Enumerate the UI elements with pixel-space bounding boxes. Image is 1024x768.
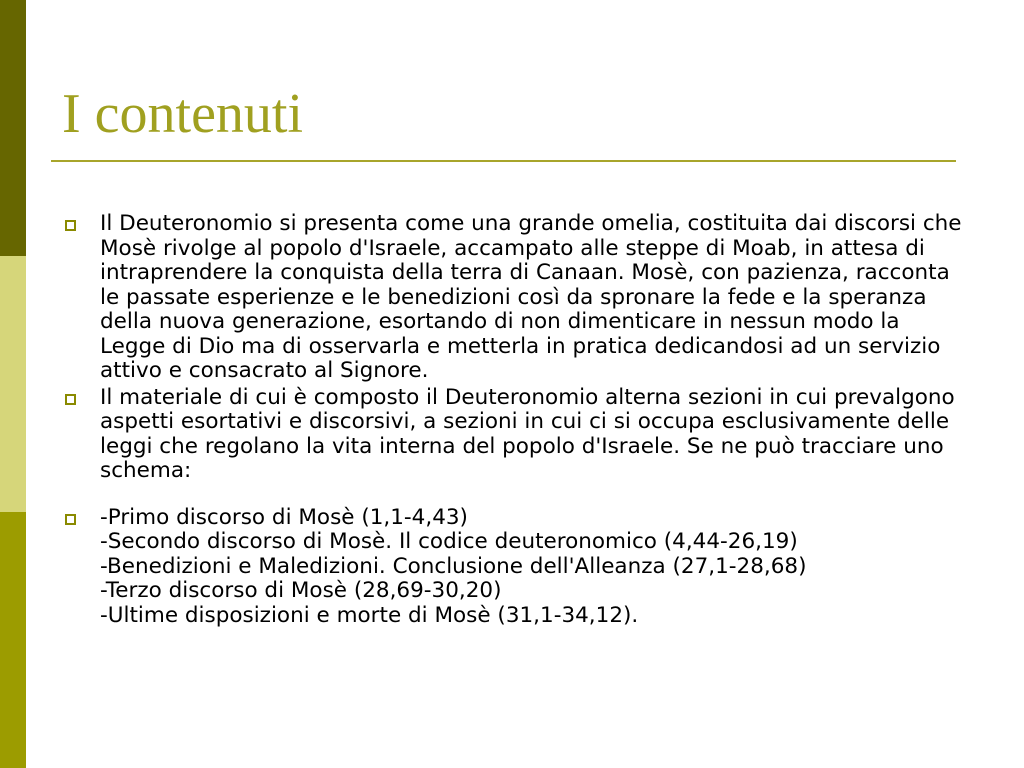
bullet-list bbox=[62, 212, 962, 630]
schema-line: -Secondo discorso di Mosè. Il codice deuteronomico (4,44-26,19) bbox=[100, 529, 798, 554]
schema-line: -Terzo discorso di Mosè (28,69-30,20) bbox=[100, 578, 502, 603]
side-band-bottom bbox=[0, 512, 26, 768]
side-band-top bbox=[0, 0, 26, 256]
schema-line: -Ultime disposizioni e morte di Mosè (31,1-34,12). bbox=[100, 602, 639, 628]
bullet-text: Il Deuteronomio si presenta come una grande omelia, costituita dai discorsi che Mosè rivolge al popolo d'Israele, accampato alle steppe di Moab, in attesa di intraprendere la conquista della terra di Canaan. Mosè, con pazienza, racconta le passate esperienze e le benedizioni così da spronare la fede e la speranza della nuova generazione, esortando di non dimenticare in nessun modo la Legge di Dio ma di osservarla e metterla in pratica dedicandosi ad un servizio attivo e consacrato al Signore. bbox=[100, 211, 962, 383]
bullet-text: Il materiale di cui è composto il Deuteronomio alterna sezioni in cui prevalgono aspetti esortativi e discorsivi, a sezioni in cui ci si occupa esclusivamente delle leggi che regolano la vita interna del popolo d'Israele. Se ne può tracciare uno schema: bbox=[100, 384, 955, 483]
slide-title: I contenuti bbox=[62, 83, 304, 145]
schema-line: -Benedizioni e Maledizioni. Conclusione dell'Alleanza (27,1-28,68) bbox=[100, 553, 807, 579]
bullet-item-schema bbox=[62, 506, 962, 629]
bullet-item bbox=[62, 212, 962, 384]
hollow-square-bullet-icon bbox=[65, 220, 76, 231]
schema-line: -Primo discorso di Mosè (1,1-4,43) bbox=[100, 504, 468, 530]
hollow-square-bullet-icon bbox=[65, 514, 76, 525]
side-band-middle bbox=[0, 256, 26, 512]
bullet-item bbox=[62, 386, 962, 484]
title-underline-rule bbox=[51, 160, 956, 162]
hollow-square-bullet-icon bbox=[65, 394, 76, 405]
